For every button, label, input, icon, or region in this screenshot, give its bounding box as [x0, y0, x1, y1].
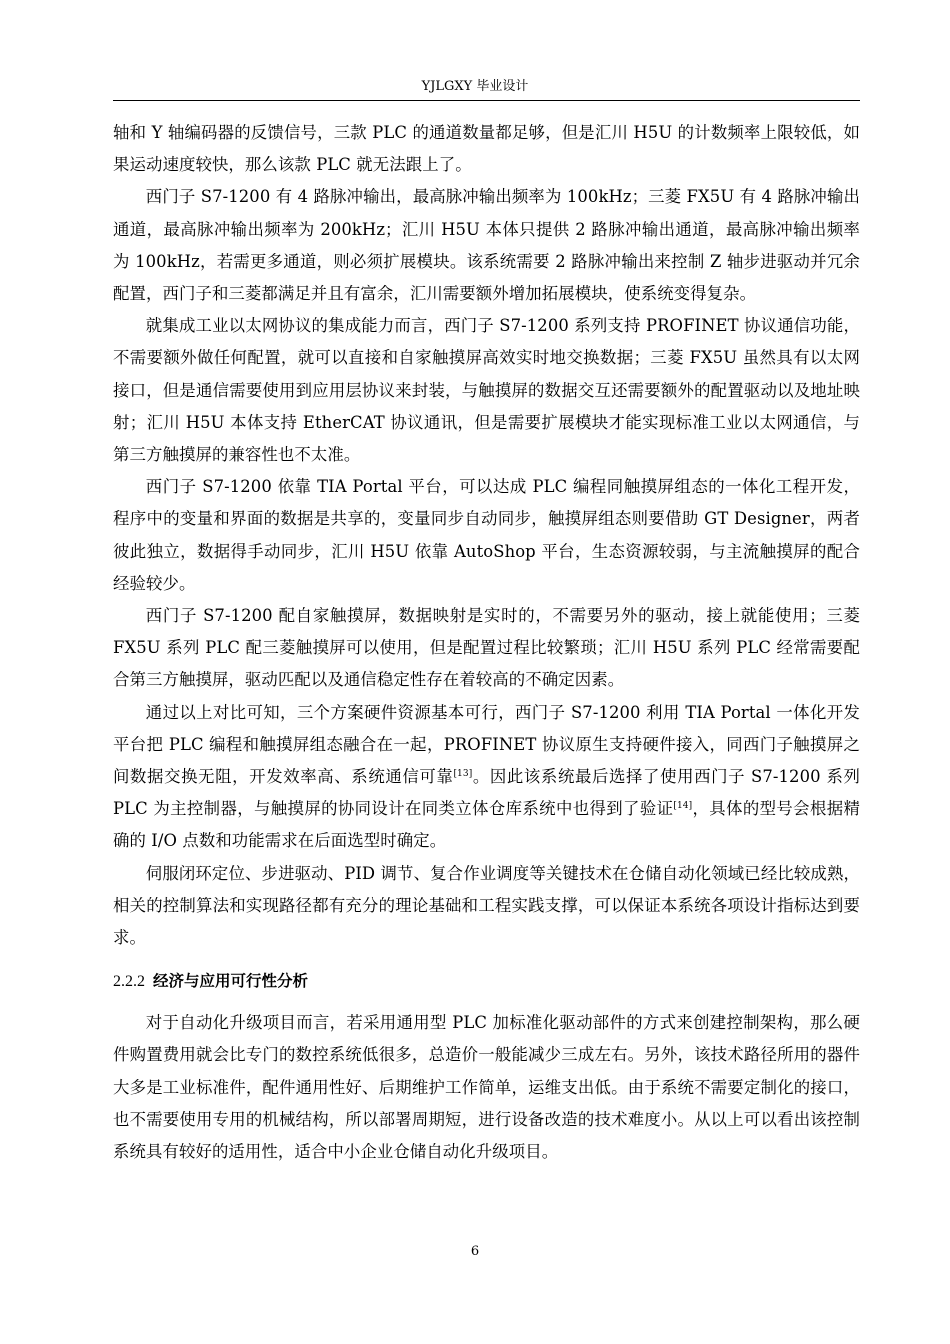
section-number: 2.2.2	[113, 973, 145, 991]
page-header: YJLGXY 毕业设计	[421, 79, 529, 94]
paragraph-platform: 西门子 S7-1200 依靠 TIA Portal 平台，可以达成 PLC 编程同触摸屏组态的一体化工程开发，程序中的变量和界面的数据是共享的，变量同步自动同步，触摸屏组态则要借助 GT Designer，两者彼此独立，数据得手动同步，汇川 H5U 依靠 AutoShop 平台，生态资源较弱，与主流触摸屏的配合经验较少。	[113, 477, 860, 593]
document-body	[113, 117, 860, 1168]
paragraph-key-tech: 伺服闭环定位、步进驱动、PID 调节、复合作业调度等关键技术在仓储自动化领域已经比较成熟，相关的控制算法和实现路径都有充分的理论基础和工程实践支撑，可以保证本系统各项设计指标达到要求。	[113, 863, 860, 948]
paragraph-ethernet: 就集成工业以太网协议的集成能力而言，西门子 S7-1200 系列支持 PROFINET 协议通信功能，不需要额外做任何配置，就可以直接和自家触摸屏高效实时地交换数据；三菱 FX5U 虽然具有以太网接口，但是通信需要使用到应用层协议来封装，与触摸屏的数据交互还需要额外的配置驱动以及地址映射；汇川 H5U 本体支持 EtherCAT 协议通讯，但是需要扩展模块才能实现标准工业以太网通信，与第三方触摸屏的兼容性也不太准。	[113, 316, 860, 465]
citation-14[interactable]: [14]	[673, 801, 693, 812]
header-rule	[113, 100, 860, 101]
section-title: 经济与应用可行性分析	[153, 972, 309, 991]
section-heading	[113, 968, 860, 995]
paragraph-economic: 对于自动化升级项目而言，若采用通用型 PLC 加标准化驱动部件的方式来创建控制架构，那么硬件购置费用就会比专门的数控系统低很多，总造价一般能减少三成左右。另外，该技术路径所用的器件大多是工业标准件，配件通用性好、后期维护工作简单，运维支出低。由于系统不需要定制化的接口，也不需要使用专用的机械结构，所以部署周期短，进行设备改造的技术难度小。从以上可以看出该控制系统具有较好的适用性，适合中小企业仓储自动化升级项目。	[113, 1013, 860, 1162]
paragraph-pulse-output: 西门子 S7-1200 有 4 路脉冲输出，最高脉冲输出频率为 100kHz；三菱 FX5U 有 4 路脉冲输出通道，最高脉冲输出频率为 200kHz；汇川 H5U 本体只提供 2 路脉冲输出通道，最高脉冲输出频率为 100kHz，若需更多通道，则必须扩展模块。该系统需要 2 路脉冲输出来控制 Z 轴步进驱动并冗余配置，西门子和三菱都满足并且有富余，汇川需要额外增加拓展模块，使系统变得复杂。	[113, 187, 860, 304]
paragraph-touchscreen: 西门子 S7-1200 配自家触摸屏，数据映射是实时的，不需要另外的驱动，接上就能使用；三菱 FX5U 系列 PLC 配三菱触摸屏可以使用，但是配置过程比较繁琐；汇川 H5U 系列 PLC 经常需要配合第三方触摸屏，驱动匹配以及通信稳定性存在着较高的不确定因素。	[113, 606, 860, 690]
conclusion-text-1: 通过以上对比可知，三个方案硬件资源基本可行，西门子 S7-1200 利用 TIA Portal 一体化开发平台把 PLC 编程和触摸屏组态融合在一起，PROFINET 协议原生支持硬件接入，同西门子触摸屏之间数据交换无阻，开发效率高、系统通信可靠	[113, 702, 860, 787]
page-number: 6	[470, 1244, 480, 1259]
paragraph-conclusion	[113, 697, 860, 858]
citation-13[interactable]: [13]	[453, 769, 473, 780]
conclusion-text-2: 。因此该系统最后选择了使用西门子 S7-1200 系列 PLC 为主控制器，与触摸屏的协同设计在同类立体仓库系统中也得到了验证	[113, 767, 860, 819]
conclusion-text-3: ，具体的型号会根据精确的 I/O 点数和功能需求在后面选型时确定。	[113, 799, 860, 851]
paragraph-continuation: 轴和 Y 轴编码器的反馈信号，三款 PLC 的通道数量都足够，但是汇川 H5U 的计数频率上限较低，如果运动速度较快，那么该款 PLC 就无法跟上了。	[113, 123, 860, 175]
